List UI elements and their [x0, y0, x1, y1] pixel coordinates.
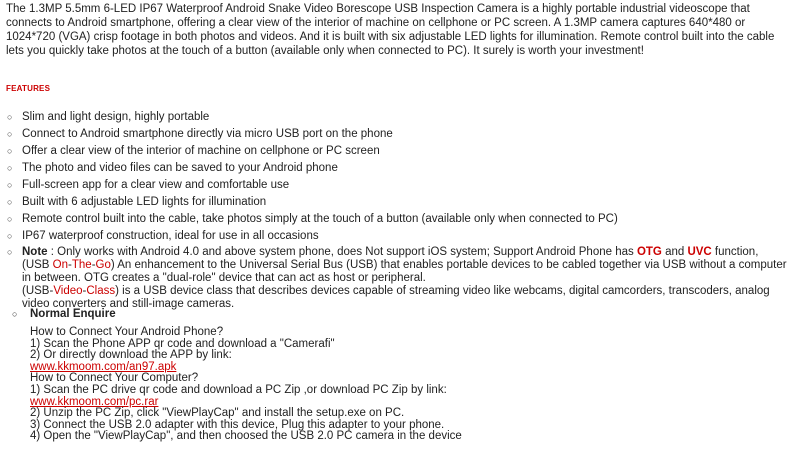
- features-list: [0, 110, 798, 317]
- list-item: ○ Built with 6 adjustable LED lights for illumination: [7, 196, 267, 208]
- pc-zip-download-link[interactable]: www.kkmoom.com/pc.rar: [30, 395, 159, 408]
- list-item: ○ Connect to Android smartphone directly via micro USB port on the phone: [7, 128, 393, 140]
- step-line: How to Connect Your Computer?: [30, 372, 199, 385]
- circle-bullet-icon: ○: [7, 129, 13, 139]
- circle-bullet-icon: ○: [7, 231, 13, 241]
- circle-bullet-icon: ○: [7, 197, 13, 207]
- product-intro: The 1.3MP 5.5mm 6-LED IP67 Waterproof Android Snake Video Borescope USB Inspection Camera is a highly portable industrial videoscope that connects to Android smartphone, offering a clear view of the interior of machine on cellphone or PC screen. A 1.3MP camera captures 640*480 or 1024*720 (VGA) crisp footage in both photos and videos. And it is built with six adjustable LED lights for illumination. Remote control built into the cable lets you quickly take photos at the touch of a button (available only when connected to PC). It surely is worth your investment!: [6, 3, 775, 57]
- list-item: ○ Remote control built into the cable, take photos simply at the touch of a button (available only when connected to PC): [7, 213, 618, 225]
- uvc-highlight: UVC: [687, 246, 712, 258]
- enquire-title: ○ Normal Enquire: [12, 308, 116, 320]
- step-line: 4) Open the "ViewPlayCap", and then choosed the USB 2.0 PC camera in the device: [30, 430, 462, 443]
- circle-bullet-icon: ○: [7, 247, 13, 257]
- step-line: How to Connect Your Android Phone?: [30, 326, 224, 338]
- list-item: ○ The photo and video files can be saved to your Android phone: [7, 162, 338, 174]
- circle-bullet-icon: ○: [12, 309, 18, 319]
- circle-bullet-icon: ○: [7, 214, 13, 224]
- enquire-steps: [0, 327, 798, 443]
- note-item: ○ Note : Only works with Android 4.0 and above system phone, does Not support iOS system; Support Android Phone has OTG and UVC function, (USB On-The-Go) An enhancement to the Universal Serial Bus (USB) that enables portable devices to be cabled together via USB without a computer in between. OTG creates a "dual-role" device that can act as host or peripheral. (USB-Video-Class) is a USB device class that describes devices capable of streaming video like webcams, digital camcorders, transcoders, analog video converters and still-image cameras.: [7, 246, 787, 310]
- circle-bullet-icon: ○: [7, 112, 13, 122]
- step-line: 2) Unzip the PC Zip, click "ViewPlayCap" and install the setup.exe on PC.: [30, 407, 405, 420]
- step-line: 1) Scan the Phone APP qr code and download a "Camerafi": [30, 337, 335, 350]
- circle-bullet-icon: ○: [7, 146, 13, 156]
- circle-bullet-icon: ○: [7, 163, 13, 173]
- step-line: 1) Scan the PC drive qr code and download a PC Zip ,or download PC Zip by link:: [30, 383, 447, 396]
- circle-bullet-icon: ○: [7, 180, 13, 190]
- list-item: ○ IP67 waterproof construction, ideal for use in all occasions: [7, 230, 319, 242]
- otg-highlight: OTG: [636, 246, 662, 258]
- step-line: 2) Or directly download the APP by link:: [30, 349, 232, 362]
- apk-download-link[interactable]: www.kkmoom.com/an97.apk: [30, 360, 177, 373]
- normal-enquire-section: [0, 307, 798, 443]
- features-heading: FEATURES: [6, 84, 51, 93]
- list-item: ○ Offer a clear view of the interior of machine on cellphone or PC screen: [7, 145, 380, 157]
- list-item: ○ Slim and light design, highly portable: [7, 111, 210, 123]
- step-line: 3) Connect the USB 2.0 adapter with this device, Plug this adapter to your phone.: [30, 418, 445, 431]
- note-label: Note: [22, 246, 48, 258]
- list-item: ○ Full-screen app for a clear view and comfortable use: [7, 179, 290, 191]
